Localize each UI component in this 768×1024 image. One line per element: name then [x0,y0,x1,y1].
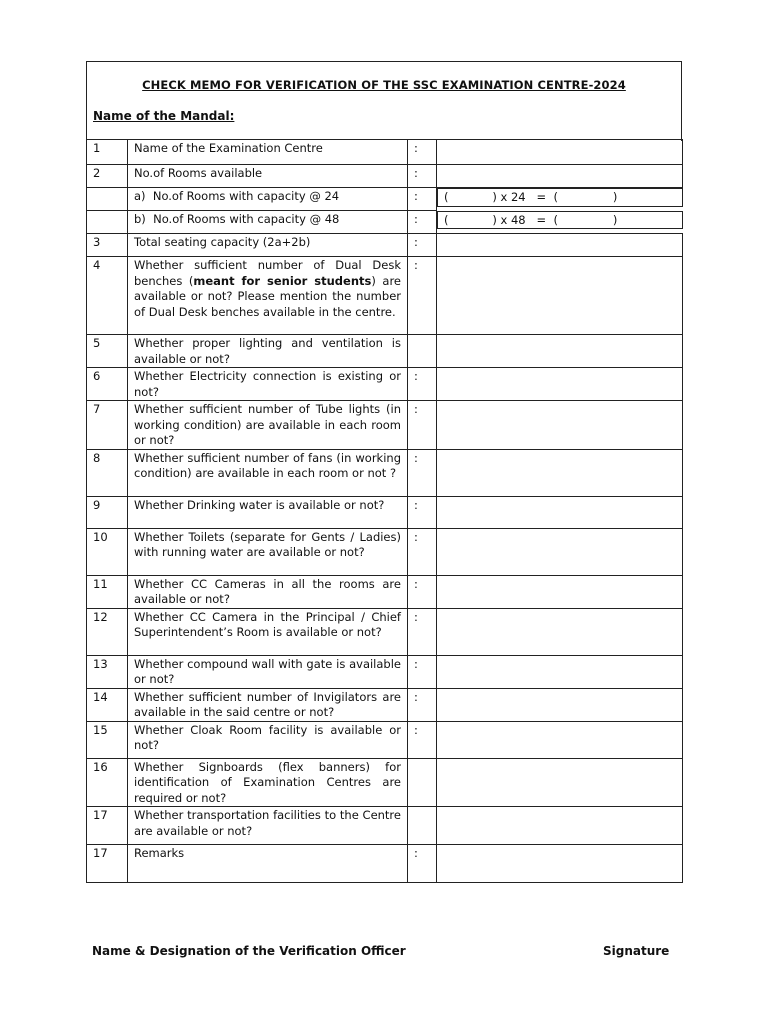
row-answer [437,845,683,883]
row-number: 13 [87,655,128,688]
row-number: 7 [87,401,128,450]
document-title: CHECK MEMO FOR VERIFICATION OF THE SSC EXAMINATION CENTRE-2024 [142,78,626,92]
row-number: 16 [87,758,128,807]
row-question: Whether sufficient number of fans (in working condition) are available in each room or not ? [128,449,408,496]
row-colon: : [408,449,437,496]
table-row [87,688,683,721]
table-row [87,211,683,234]
table-row [87,449,683,496]
row-question: Whether CC Cameras in all the rooms are available or not? [128,575,408,608]
row-question: Whether proper lighting and ventilation is available or not? [128,335,408,368]
row-answer [437,368,683,401]
row-answer [437,575,683,608]
row-question: b) No.of Rooms with capacity @ 48 [128,211,408,234]
row-number: 14 [87,688,128,721]
table-row [87,807,683,845]
signature-label: Signature [603,944,670,958]
table-row [87,368,683,401]
row-question: Whether compound wall with gate is available or not? [128,655,408,688]
table-row [87,528,683,575]
row-number: 1 [87,140,128,165]
check-memo-table [86,139,683,883]
table-row [87,188,683,211]
row-number: 11 [87,575,128,608]
row-question: No.of Rooms available [128,165,408,188]
row-number [87,211,128,234]
row-answer [437,758,683,807]
row-colon: : [408,165,437,188]
row-answer [437,257,683,335]
table-row [87,608,683,655]
row-number: 3 [87,234,128,257]
row-colon: : [408,655,437,688]
row-colon: : [408,608,437,655]
question-text: ) are available or not? Please mention the number of Dual Desk benches available in the centre. [134,273,402,319]
row-number: 4 [87,257,128,335]
row-answer: ( ) x 24 = ( ) [437,188,683,207]
row-question: Whether CC Camera in the Principal / Chief Superintendent’s Room is available or not? [128,608,408,655]
row-colon: : [408,140,437,165]
table-row [87,401,683,450]
table-row [87,758,683,807]
table-row [87,721,683,758]
question-emphasis: meant for senior students [193,273,372,288]
table-row [87,845,683,883]
row-colon: : [408,188,437,211]
row-number: 10 [87,528,128,575]
row-answer [437,721,683,758]
row-number: 6 [87,368,128,401]
row-answer [437,608,683,655]
row-question: Whether transportation facilities to the Centre are available or not? [128,807,408,845]
row-colon: : [408,528,437,575]
row-number [87,188,128,211]
row-colon [408,758,437,807]
table-row [87,140,683,165]
row-colon: : [408,257,437,335]
row-number: 17 [87,845,128,883]
row-question: Whether Electricity connection is existing or not? [128,368,408,401]
table-row [87,655,683,688]
row-question: a) No.of Rooms with capacity @ 24 [128,188,408,211]
row-answer [437,449,683,496]
row-number: 17 [87,807,128,845]
row-question: Whether Cloak Room facility is available or not? [128,721,408,758]
row-answer [437,528,683,575]
row-answer [437,335,683,368]
mandal-name-label: Name of the Mandal: [93,109,235,123]
row-answer [437,688,683,721]
row-answer [437,496,683,528]
row-number: 5 [87,335,128,368]
table-row [87,496,683,528]
table-row [87,257,683,335]
row-answer [437,140,683,165]
row-colon [408,807,437,845]
row-number: 9 [87,496,128,528]
row-question: Whether Toilets (separate for Gents / Ladies) with running water are available or not? [128,528,408,575]
question-text: Whether sufficient number of Dual Desk benches ( [134,258,401,288]
row-colon: : [408,368,437,401]
row-answer: ( ) x 48 = ( ) [437,211,683,230]
row-colon: : [408,401,437,450]
table-row [87,335,683,368]
row-answer [437,401,683,450]
row-question: Whether sufficient number of Invigilators are available in the said centre or not? [128,688,408,721]
row-colon: : [408,845,437,883]
row-colon: : [408,234,437,257]
row-colon [408,335,437,368]
row-question: Remarks [128,845,408,883]
table-row [87,575,683,608]
row-number: 2 [87,165,128,188]
row-question: Name of the Examination Centre [128,140,408,165]
row-question: Whether Signboards (flex banners) for identification of Examination Centres are required or not? [128,758,408,807]
header-frame [86,61,682,141]
row-colon: : [408,496,437,528]
row-answer [437,807,683,845]
verification-officer-label: Name & Designation of the Verification Officer [92,944,406,958]
table-row [87,234,683,257]
row-answer [437,234,683,257]
row-colon: : [408,688,437,721]
row-answer [437,165,683,188]
row-number: 15 [87,721,128,758]
row-colon: : [408,575,437,608]
row-number: 8 [87,449,128,496]
row-colon: : [408,211,437,234]
table-row [87,165,683,188]
row-number: 12 [87,608,128,655]
row-colon: : [408,721,437,758]
row-answer [437,655,683,688]
row-question: Total seating capacity (2a+2b) [128,234,408,257]
row-question: Whether sufficient number of Tube lights (in working condition) are available in each room or not? [128,401,408,450]
row-question [128,257,408,335]
row-question: Whether Drinking water is available or not? [128,496,408,528]
